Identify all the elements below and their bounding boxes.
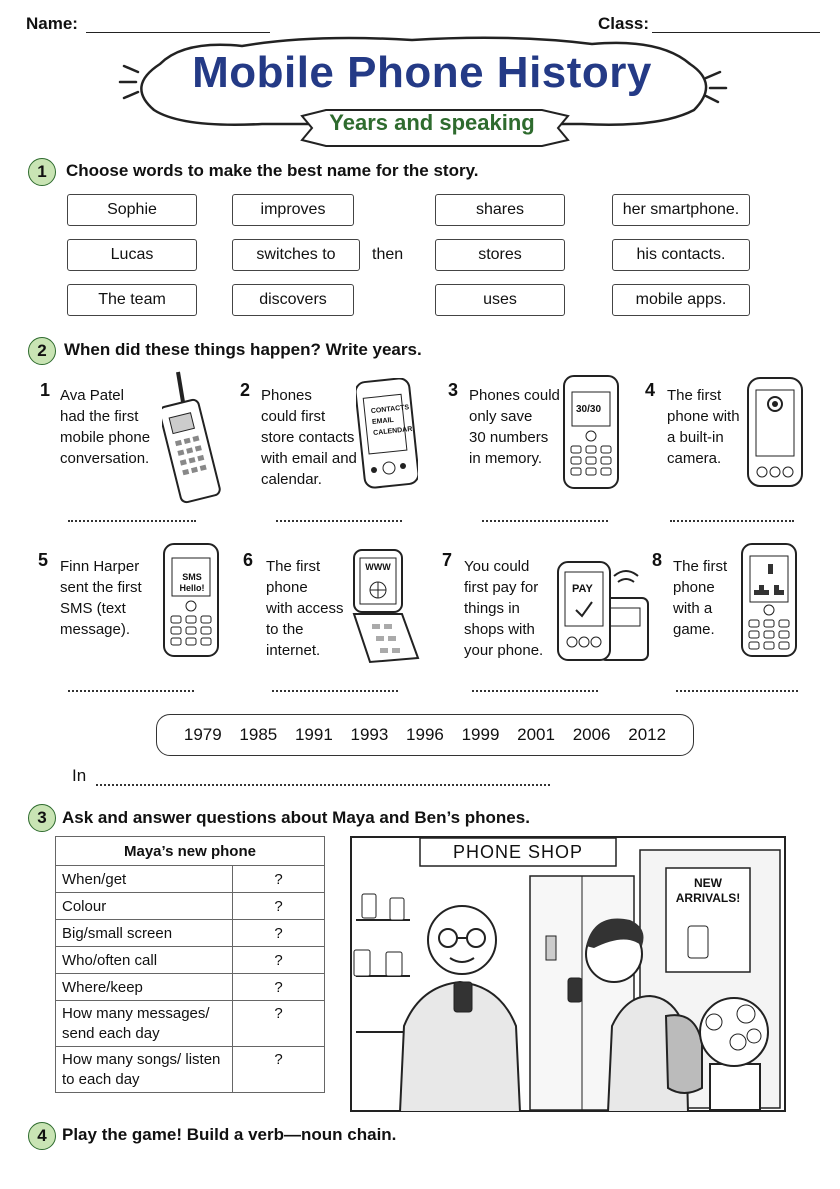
table-answer[interactable]: ? [233, 893, 325, 920]
answer-line-3[interactable] [482, 520, 608, 522]
answer-line-4[interactable] [670, 520, 794, 522]
section-3-instruction: Ask and answer questions about Maya and Ben’s phones. [62, 808, 530, 827]
year-option: 2001 [517, 725, 555, 744]
answer-line-1[interactable] [68, 520, 196, 522]
item-text-2: Phones could first store contacts with email and calendar. [261, 387, 357, 488]
table-question: Who/often call [56, 947, 233, 974]
table-question: When/get [56, 866, 233, 893]
section-number-2: 2 [28, 337, 56, 365]
year-option: 2006 [572, 725, 611, 744]
in-label: In [72, 766, 87, 785]
brick-phone-illustration [162, 368, 230, 504]
connector-word: then [372, 246, 404, 263]
memory-screen-text: 30/30 [576, 404, 602, 415]
table-row [56, 866, 325, 893]
shop-sign: PHONE SHOP [452, 842, 584, 862]
table-answer[interactable]: ? [233, 1047, 325, 1093]
memory-phone-illustration [560, 374, 622, 492]
answer-line-8[interactable] [676, 690, 798, 692]
word-box-verb2-3[interactable]: uses [435, 284, 565, 316]
table-row [56, 947, 325, 974]
table-question: Colour [56, 893, 233, 920]
name-label: Name: [26, 14, 78, 33]
name-field[interactable] [86, 32, 270, 33]
item-text-8: The first phone with a game. [673, 558, 728, 638]
section-1-instruction: Choose words to make the best name for the story. [66, 161, 479, 180]
table-question: Big/small screen [56, 920, 233, 947]
table-row [56, 920, 325, 947]
www-screen-text: WWW [365, 562, 391, 572]
maya-phone-table [55, 836, 325, 1093]
word-box-object-1[interactable]: her smartphone. [612, 194, 750, 226]
pay-screen-text: PAY [572, 583, 593, 595]
pda-screen-text: CONTACTS EMAIL CALENDAR [370, 404, 413, 437]
section-number-4: 4 [28, 1122, 56, 1150]
item-number-3: 3 [448, 380, 459, 400]
item-number-7: 7 [442, 550, 453, 570]
year-option: 1985 [239, 725, 278, 744]
page-subtitle: Years and speaking [329, 110, 535, 135]
item-text-5: Finn Harper sent the first SMS (text message). [60, 558, 142, 638]
word-box-verb1-3[interactable]: discovers [232, 284, 354, 316]
table-question: Where/keep [56, 974, 233, 1001]
section-2-instruction: When did these things happen? Write years. [64, 340, 422, 359]
item-number-6: 6 [243, 550, 254, 570]
table-answer[interactable]: ? [233, 947, 325, 974]
sms-screen-text: SMS Hello! [179, 572, 205, 593]
word-box-subject-2[interactable]: Lucas [67, 239, 197, 271]
word-box-subject-3[interactable]: The team [67, 284, 197, 316]
section-number-1: 1 [28, 158, 56, 186]
table-row [56, 974, 325, 1001]
word-box-verb1-1[interactable]: improves [232, 194, 354, 226]
camera-phone-illustration [744, 376, 806, 490]
word-box-object-2[interactable]: his contacts. [612, 239, 750, 271]
poster-text: NEW ARRIVALS! [675, 876, 741, 905]
table-title: Maya’s new phone [56, 837, 325, 866]
table-row [56, 1047, 325, 1093]
year-option: 2012 [628, 725, 667, 744]
class-label: Class: [598, 14, 650, 33]
page-title: Mobile Phone History [192, 48, 652, 97]
answer-line-7[interactable] [472, 690, 598, 692]
word-box-verb2-2[interactable]: stores [435, 239, 565, 271]
sms-phone-illustration [160, 542, 222, 660]
table-answer[interactable]: ? [233, 974, 325, 1001]
answer-line-5[interactable] [68, 690, 194, 692]
item-text-7: You could first pay for things in shops with your phone. [464, 558, 544, 659]
item-number-2: 2 [240, 380, 251, 400]
year-option: 1999 [461, 725, 500, 744]
section-4-instruction: Play the game! Build a verb—noun chain. [62, 1125, 397, 1144]
answer-line-6[interactable] [272, 690, 398, 692]
item-number-1: 1 [40, 380, 51, 400]
answer-line-2[interactable] [276, 520, 402, 522]
year-option: 1993 [350, 725, 389, 744]
year-option: 1979 [183, 725, 222, 744]
item-number-8: 8 [652, 550, 663, 570]
item-text-3: Phones could only save 30 numbers in memory. [469, 387, 560, 467]
payment-phone-illustration [552, 560, 652, 670]
year-options-box [156, 714, 694, 756]
table-answer[interactable]: ? [233, 866, 325, 893]
item-text-6: The first phone with access to the internet. [266, 558, 344, 659]
game-phone-illustration [738, 542, 800, 660]
item-number-5: 5 [38, 550, 49, 570]
item-text-4: The first phone with a built-in camera. [667, 387, 740, 467]
year-option: 1996 [406, 725, 444, 744]
item-text-1: Ava Patel had the first mobile phone conversation. [60, 387, 151, 467]
word-box-verb1-2[interactable]: switches to [232, 239, 360, 271]
in-answer-line[interactable] [96, 784, 550, 786]
class-field[interactable] [652, 32, 820, 33]
section-number-3: 3 [28, 804, 56, 832]
table-answer[interactable]: ? [233, 920, 325, 947]
word-box-object-3[interactable]: mobile apps. [612, 284, 750, 316]
word-box-subject-1[interactable]: Sophie [67, 194, 197, 226]
table-row [56, 893, 325, 920]
word-box-verb2-1[interactable]: shares [435, 194, 565, 226]
item-number-4: 4 [645, 380, 656, 400]
table-question: How many messages/ send each day [56, 1001, 233, 1047]
table-question: How many songs/ listen to each day [56, 1047, 233, 1093]
table-row [56, 1001, 325, 1047]
year-option: 1991 [294, 725, 333, 744]
table-answer[interactable]: ? [233, 1001, 325, 1047]
